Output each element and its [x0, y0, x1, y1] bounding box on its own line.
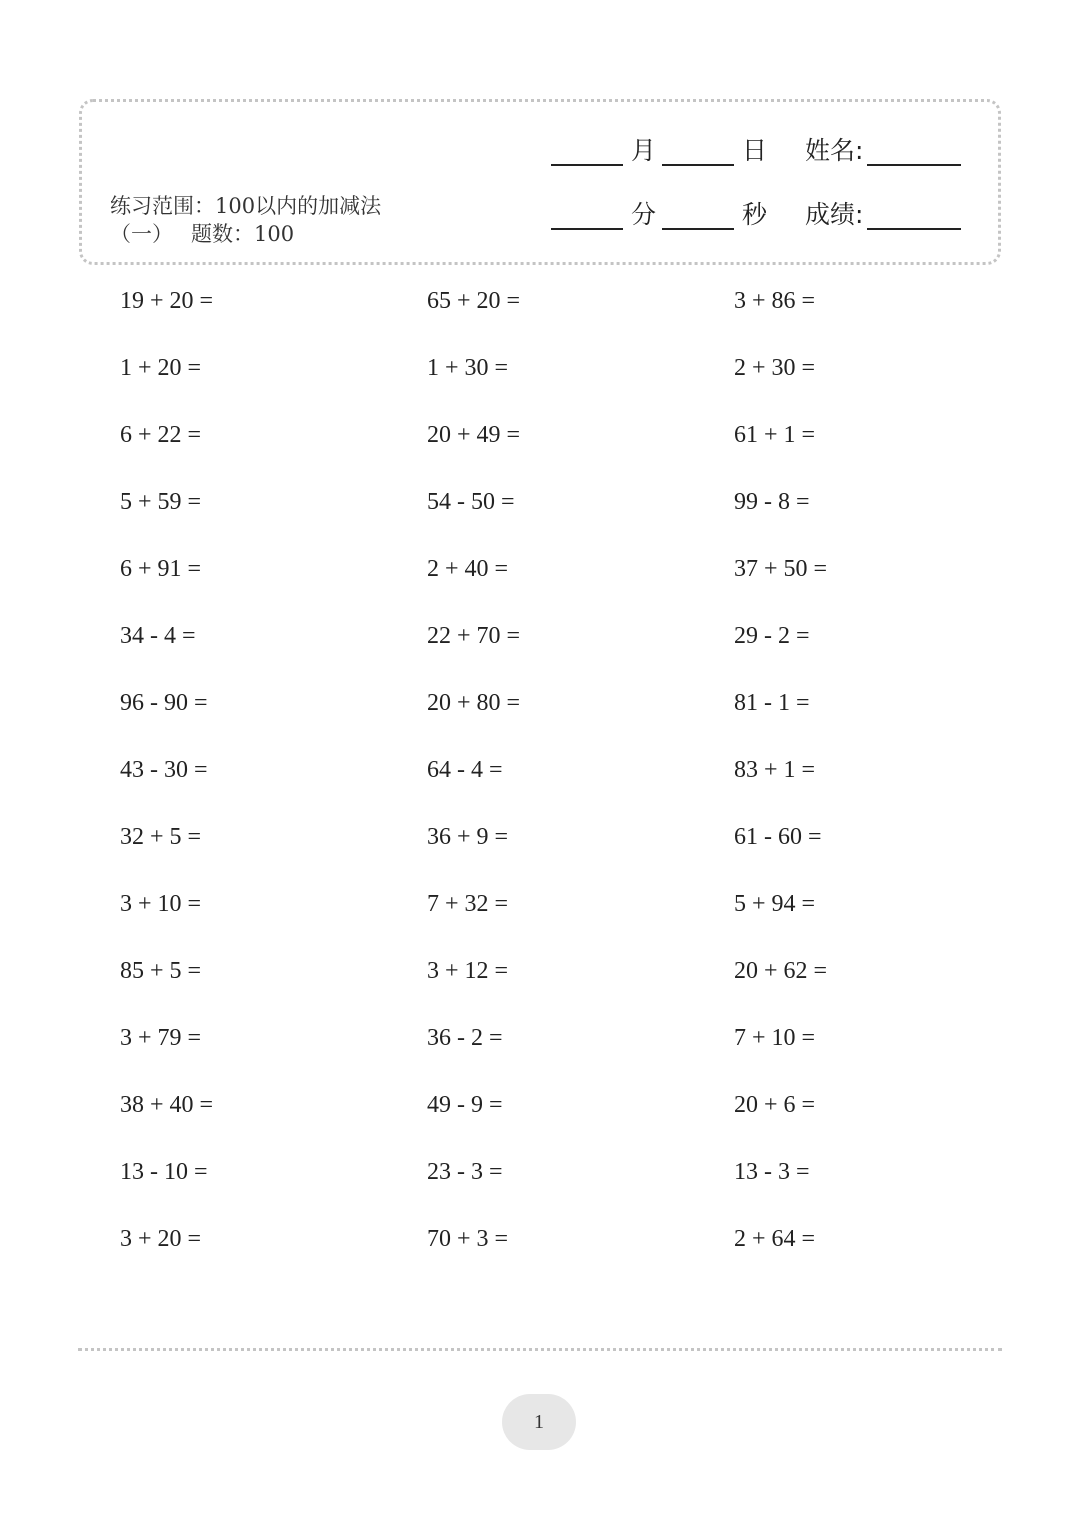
- problem-item: 3 + 10 =: [120, 891, 202, 917]
- day-blank[interactable]: [662, 138, 734, 166]
- second-blank[interactable]: [662, 202, 734, 230]
- problem-item: 2 + 30 =: [734, 355, 816, 381]
- name-blank[interactable]: [867, 138, 961, 166]
- problem-item: 7 + 32 =: [427, 891, 509, 917]
- problem-item: 32 + 5 =: [120, 824, 202, 850]
- problem-item: 5 + 94 =: [734, 891, 816, 917]
- problem-item: 2 + 64 =: [734, 1226, 816, 1252]
- problem-item: 96 - 90 =: [120, 690, 208, 716]
- day-label: 日: [742, 136, 768, 165]
- problem-item: 43 - 30 =: [120, 757, 208, 783]
- minute-blank[interactable]: [551, 202, 623, 230]
- problem-item: 54 - 50 =: [427, 489, 515, 515]
- problem-item: 37 + 50 =: [734, 556, 828, 582]
- problem-item: 20 + 49 =: [427, 422, 521, 448]
- problem-item: 13 - 3 =: [734, 1159, 810, 1185]
- time-score-row: [551, 200, 961, 230]
- date-name-row: [551, 136, 961, 166]
- practice-range-subtitle: [110, 220, 410, 248]
- problem-item: 7 + 10 =: [734, 1025, 816, 1051]
- problem-item: 81 - 1 =: [734, 690, 810, 716]
- second-label: 秒: [742, 200, 768, 229]
- problem-item: 29 - 2 =: [734, 623, 810, 649]
- problem-item: 20 + 6 =: [734, 1092, 816, 1118]
- problem-item: 13 - 10 =: [120, 1159, 208, 1185]
- problem-item: 99 - 8 =: [734, 489, 810, 515]
- problem-item: 36 + 9 =: [427, 824, 509, 850]
- problem-item: 20 + 62 =: [734, 958, 828, 984]
- score-label: 成绩:: [805, 200, 864, 229]
- problem-item: 6 + 91 =: [120, 556, 202, 582]
- problem-item: 20 + 80 =: [427, 690, 521, 716]
- part-label: （一）: [110, 222, 173, 246]
- worksheet-header: [79, 99, 1001, 265]
- problem-count: 题数：100: [191, 222, 295, 246]
- month-label: 月: [631, 136, 657, 165]
- practice-range: [110, 192, 410, 248]
- problem-item: 5 + 59 =: [120, 489, 202, 515]
- minute-label: 分: [631, 200, 657, 229]
- problem-item: 3 + 20 =: [120, 1226, 202, 1252]
- problem-item: 1 + 30 =: [427, 355, 509, 381]
- problem-item: 83 + 1 =: [734, 757, 816, 783]
- problem-item: 1 + 20 =: [120, 355, 202, 381]
- problem-item: 64 - 4 =: [427, 757, 503, 783]
- problem-item: 23 - 3 =: [427, 1159, 503, 1185]
- score-blank[interactable]: [867, 202, 961, 230]
- problem-item: 65 + 20 =: [427, 288, 521, 314]
- problem-item: 22 + 70 =: [427, 623, 521, 649]
- problem-item: 36 - 2 =: [427, 1025, 503, 1051]
- problem-item: 6 + 22 =: [120, 422, 202, 448]
- problem-item: 85 + 5 =: [120, 958, 202, 984]
- practice-range-title: 练习范围：100以内的加减法: [110, 194, 382, 218]
- problem-item: 2 + 40 =: [427, 556, 509, 582]
- problem-item: 3 + 86 =: [734, 288, 816, 314]
- problem-item: 19 + 20 =: [120, 288, 214, 314]
- problem-item: 61 + 1 =: [734, 422, 816, 448]
- problem-item: 61 - 60 =: [734, 824, 822, 850]
- footer-divider: [78, 1348, 1002, 1351]
- problem-item: 49 - 9 =: [427, 1092, 503, 1118]
- month-blank[interactable]: [551, 138, 623, 166]
- page-number: 1: [502, 1394, 576, 1450]
- problem-item: 3 + 79 =: [120, 1025, 202, 1051]
- problem-item: 70 + 3 =: [427, 1226, 509, 1252]
- problem-item: 38 + 40 =: [120, 1092, 214, 1118]
- problem-item: 34 - 4 =: [120, 623, 196, 649]
- name-label: 姓名:: [805, 136, 864, 165]
- problem-item: 3 + 12 =: [427, 958, 509, 984]
